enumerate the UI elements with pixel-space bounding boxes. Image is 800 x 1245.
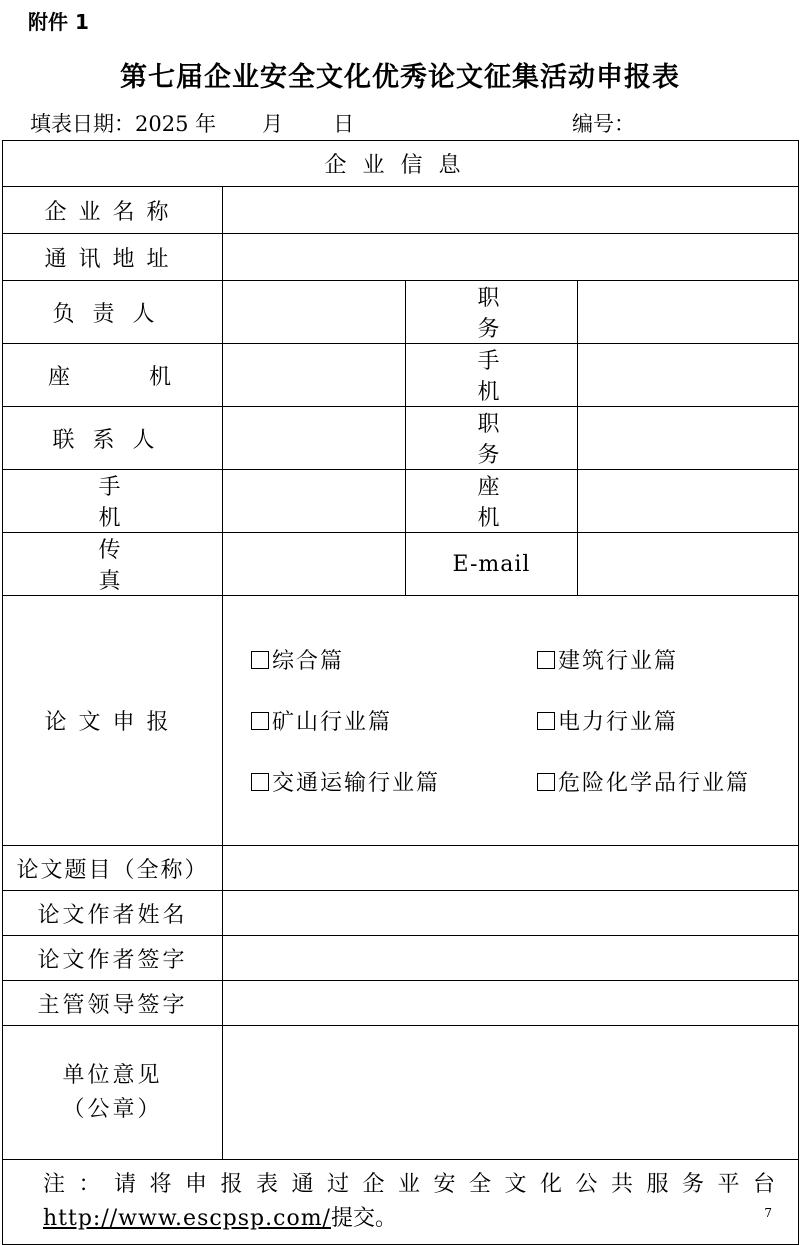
day-label: 日: [333, 112, 355, 136]
mobile-field[interactable]: [578, 344, 799, 407]
author-signature-label: 论文作者签字: [3, 936, 223, 981]
leader-signature-field[interactable]: [223, 981, 799, 1026]
unit-opinion-label: 单位意见: [62, 1062, 163, 1088]
checkbox[interactable]: [537, 651, 555, 669]
contact-position-label: 职 务: [406, 407, 578, 470]
section-company-info: 企业信息: [3, 141, 799, 187]
unit-opinion-label-cell: [3, 1026, 223, 1160]
responsible-position-field[interactable]: [578, 281, 799, 344]
paper-title-label: 论文题目（全称）: [3, 846, 223, 891]
paper-title-field[interactable]: [223, 846, 799, 891]
contact-landline-label: 座 机: [406, 470, 578, 533]
email-label: E-mail: [406, 533, 578, 596]
serial-number-label: 编号：: [572, 112, 635, 136]
author-name-field[interactable]: [223, 891, 799, 936]
note-text: 注：请将申报表通过企业安全文化公共服务平台: [43, 1172, 789, 1197]
checkbox[interactable]: [251, 712, 269, 730]
note-suffix: 提交。: [330, 1206, 397, 1231]
checkbox[interactable]: [537, 712, 555, 730]
platform-link[interactable]: http://www.escpsp.com/: [43, 1206, 331, 1231]
fax-field[interactable]: [223, 533, 406, 596]
leader-signature-label: 主管领导签字: [3, 981, 223, 1026]
checkbox[interactable]: [537, 773, 555, 791]
category-option[interactable]: 综合篇: [251, 644, 537, 675]
page-number: 7: [764, 1206, 772, 1220]
month-label: 月: [262, 112, 284, 136]
checkbox[interactable]: [251, 773, 269, 791]
contact-mobile-field[interactable]: [223, 470, 406, 533]
category-option[interactable]: 危险化学品行业篇: [537, 766, 787, 797]
unit-opinion-field[interactable]: [223, 1026, 799, 1160]
category-option[interactable]: 电力行业篇: [537, 705, 787, 736]
company-name-field[interactable]: [223, 187, 799, 234]
email-field[interactable]: [578, 533, 799, 596]
responsible-person-field[interactable]: [223, 281, 406, 344]
form-title: 第七届企业安全文化优秀论文征集活动申报表: [120, 62, 680, 93]
landline-field[interactable]: [223, 344, 406, 407]
responsible-person-label: 负责人: [3, 281, 223, 344]
category-option[interactable]: 矿山行业篇: [251, 705, 537, 736]
company-name-label: 企业名称: [3, 187, 223, 234]
contact-landline-field[interactable]: [578, 470, 799, 533]
note: [3, 1160, 799, 1245]
fill-date-label: 填表日期：2025 年: [30, 112, 217, 136]
category-option[interactable]: 交通运输行业篇: [251, 766, 537, 797]
checkbox[interactable]: [251, 651, 269, 669]
fax-label: 传 真: [3, 533, 223, 596]
landline-label: 座 机: [3, 344, 223, 407]
declaration-label: 论文申报: [3, 596, 223, 846]
category-option[interactable]: 建筑行业篇: [537, 644, 787, 675]
contact-mobile-label: 手 机: [3, 470, 223, 533]
fill-date: [30, 108, 354, 138]
author-signature-field[interactable]: [223, 936, 799, 981]
contact-person-field[interactable]: [223, 407, 406, 470]
application-form: [2, 140, 799, 1245]
seal-label: （公章）: [62, 1096, 163, 1122]
contact-person-label: 联系人: [3, 407, 223, 470]
attachment-label: 附件 1: [28, 10, 89, 34]
responsible-position-label: 职 务: [406, 281, 578, 344]
address-label: 通讯地址: [3, 234, 223, 281]
address-field[interactable]: [223, 234, 799, 281]
contact-position-field[interactable]: [578, 407, 799, 470]
category-options: [223, 596, 799, 846]
author-name-label: 论文作者姓名: [3, 891, 223, 936]
mobile-label: 手 机: [406, 344, 578, 407]
